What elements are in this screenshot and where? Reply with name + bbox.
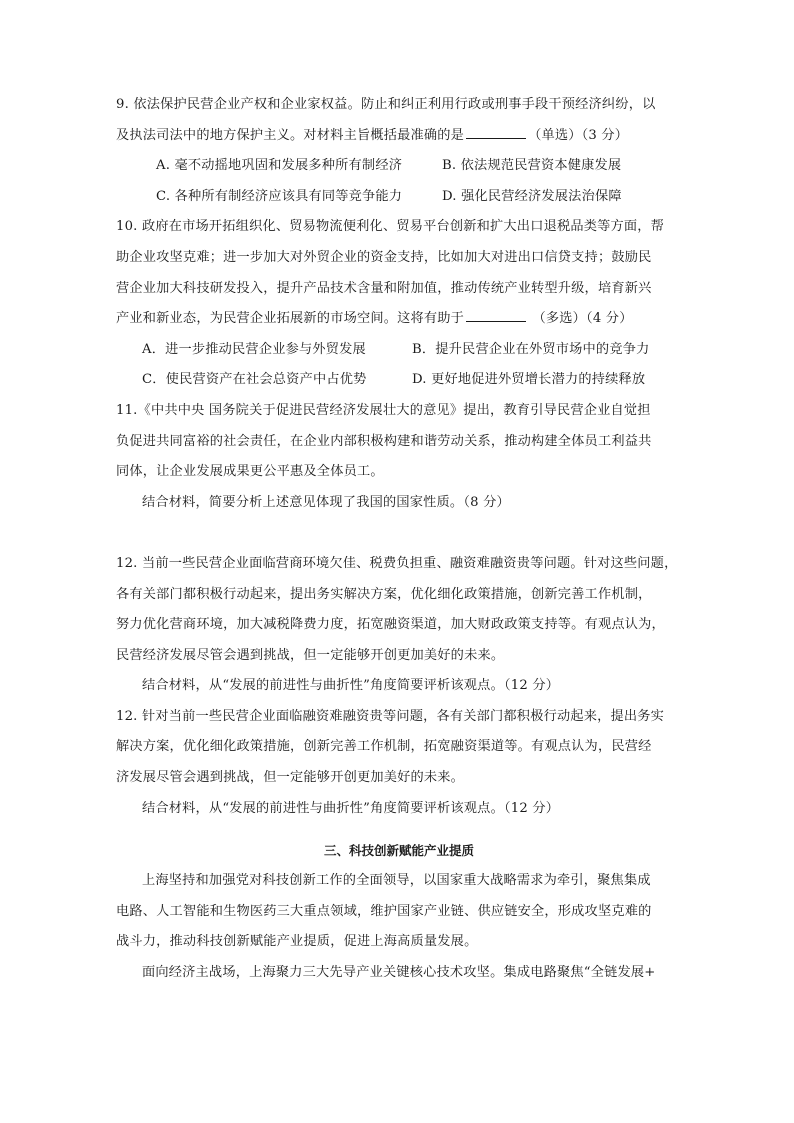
question-12b-line-3: 济发展尽管会遇到挑战，但一定能够开创更加美好的未来。 [116, 770, 465, 786]
question-10-line-1: 10. 政府在市场开拓组织化、贸易物流便利化、贸易平台创新和扩大出口退税品类等方面，帮 [116, 219, 665, 235]
document-page [116, 90, 682, 989]
question-11 [116, 396, 682, 518]
spacer [116, 518, 682, 549]
section-3-paragraph-1-line-2: 电路、人工智能和生物医药三大重点领域，维护国家产业链、供应链安全，形成攻坚克难的 [116, 903, 652, 919]
question-9-line-2 [116, 121, 682, 152]
section-3-paragraph-2-line-1: 面向经济主战场，上海聚力三大先导产业关键核心技术攻坚。集成电路聚焦“全链发展+ [142, 965, 656, 981]
question-11-line-2: 负促进共同富裕的社会责任，在企业内部积极构建和谐劳动关系，推动构建全体员工利益共 [116, 433, 652, 449]
question-12-first [116, 549, 682, 702]
question-10-options-row-1 [116, 335, 682, 366]
question-12a-prompt: 结合材料，从“发展的前进性与曲折性”角度简要评析该观点。（12 分） [142, 678, 560, 694]
question-10-line-2: 助企业攻坚克难；进一步加大对外贸企业的资金支持，比如加大对进出口信贷支持；鼓励民 [116, 249, 652, 265]
option-b: B. 依法规范民营资本健康发展 [442, 158, 622, 174]
question-10-line-3: 营企业加大科技研发投入，提升产品技术含量和附加值，推动传统产业转型升级，培育新兴 [116, 280, 652, 296]
answer-blank [466, 126, 526, 139]
question-12a-line-1: 12. 当前一些民营企业面临营商环境欠佳、税费负担重、融资难融资贵等问题。针对这些问题， [116, 555, 678, 571]
question-10 [116, 212, 682, 396]
option-c: C．使民营资产在社会总资产中占优势 [142, 372, 367, 388]
option-b: B．提升民营企业在外贸市场中的竞争力 [412, 341, 650, 357]
question-12b-prompt: 结合材料，从“发展的前进性与曲折性”角度简要评析该观点。（12 分） [142, 800, 560, 816]
question-10-points: （多选）（4 分） [532, 311, 633, 327]
option-c: C. 各种所有制经济应该具有同等竞争能力 [156, 188, 403, 204]
question-10-options-row-2 [116, 365, 682, 396]
question-11-line-3: 同体，让企业发展成果更公平惠及全体员工。 [116, 464, 384, 480]
section-3-paragraph-1-line-3: 战斗力，推动科技创新赋能产业提质，促进上海高质量发展。 [116, 934, 478, 950]
section-3 [116, 836, 682, 988]
option-a: A. 毫不动摇地巩固和发展多种所有制经济 [156, 158, 403, 174]
question-12a-line-3: 努力优化营商环境，加大减税降费力度，拓宽融资渠道，加大财政政策支持等。有观点认为， [116, 617, 665, 633]
question-9 [116, 90, 682, 212]
question-9-points: （单选）（3 分） [528, 127, 629, 143]
question-9-options-row-2 [116, 182, 682, 213]
question-12b-line-1: 12. 针对当前一些民营企业面临融资难融资贵等问题，各有关部门都积极行动起来，提出务实 [116, 708, 665, 724]
section-3-paragraph-1-line-1: 上海坚持和加强党对科技创新工作的全面领导，以国家重大战略需求为牵引，聚焦集成 [142, 873, 651, 889]
section-title: 三、科技创新赋能产业提质 [323, 843, 474, 859]
question-9-options-row-1 [116, 151, 682, 182]
option-d: D. 更好地促进外贸增长潜力的持续释放 [412, 372, 646, 388]
question-12b-line-2: 解决方案，优化细化政策措施，创新完善工作机制，拓宽融资渠道等。有观点认为，民营经 [116, 739, 652, 755]
question-9-line-1: 9. 依法保护民营企业产权和企业家权益。防止和纠正利用行政或刑事手段干预经济纠纷，以 [116, 97, 656, 112]
question-12a-line-4: 民营经济发展尽管会遇到挑战，但一定能够开创更加美好的未来。 [116, 647, 505, 663]
question-11-prompt: 结合材料，简要分析上述意见体现了我国的国家性质。（8 分） [142, 494, 510, 510]
question-9-line-2-text: 及执法司法中的地方保护主义。对材料主旨概括最准确的是 [116, 127, 465, 143]
question-10-line-4-text: 产业和新业态，为民营企业拓展新的市场空间。这将有助于 [116, 311, 465, 327]
option-a: A．进一步推动民营企业参与外贸发展 [142, 341, 366, 357]
answer-blank [466, 309, 526, 322]
option-d: D. 强化民营经济发展法治保障 [442, 188, 622, 204]
question-10-line-4 [116, 304, 682, 335]
question-11-line-1: 11.《中共中央 国务院关于促进民营经济发展壮大的意见》提出，教育引导民营企业自觉担 [116, 402, 651, 418]
question-12a-line-2: 各有关部门都积极行动起来，提出务实解决方案，优化细化政策措施，创新完善工作机制， [116, 586, 652, 602]
question-12-second [116, 702, 682, 824]
